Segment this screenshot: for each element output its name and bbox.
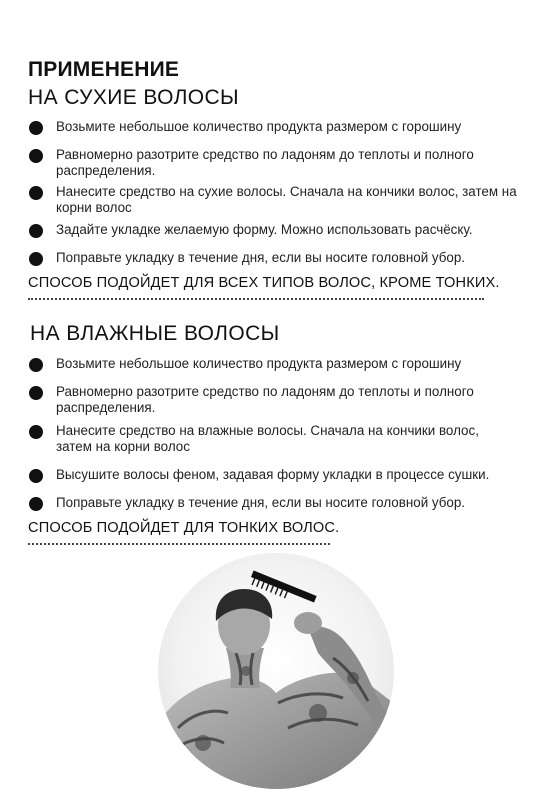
wet-step-1: Возьмите небольшое количество продукта размером с горошину [56, 356, 462, 371]
tattooed-man-illustration [158, 553, 394, 789]
bullet-icon [29, 425, 43, 439]
dry-step-4: Задайте укладке желаемую форму. Можно использовать расчёску. [56, 222, 473, 237]
bullet-icon [29, 469, 43, 483]
dry-step-2: Равномерно разотрите средство по ладоням до теплоты и полного распределения. [56, 147, 474, 178]
page-title: ПРИМЕНЕНИЕ [28, 58, 180, 81]
bullet-icon [29, 358, 43, 372]
bullet-icon [29, 224, 43, 238]
wet-step-2: Равномерно разотрите средство по ладоням до теплоты и полного распределения. [56, 384, 474, 415]
hair-styling-photo [158, 553, 394, 789]
dry-hair-heading: НА СУХИЕ ВОЛОСЫ [28, 86, 240, 109]
dotted-divider [28, 298, 484, 300]
bullet-icon [29, 386, 43, 400]
bullet-icon [29, 186, 43, 200]
dry-step-1: Возьмите небольшое количество продукта размером с горошину [56, 119, 462, 134]
bullet-icon [29, 252, 43, 266]
dry-step-5: Поправьте укладку в течение дня, если вы носите головной убор. [56, 250, 466, 265]
dotted-divider [28, 543, 330, 545]
wet-step-3: Нанесите средство на влажные волосы. Сначала на кончики волос, затем на корни волос [56, 423, 479, 454]
wet-step-4: Высушите волосы феном, задавая форму укладки в процессе сушки. [56, 467, 490, 482]
bullet-icon [29, 149, 43, 163]
bullet-icon [29, 497, 43, 511]
wet-hair-heading: НА ВЛАЖНЫЕ ВОЛОСЫ [30, 322, 280, 345]
bullet-icon [29, 121, 43, 135]
wet-step-5: Поправьте укладку в течение дня, если вы носите головной убор. [56, 495, 466, 510]
dry-step-3: Нанесите средство на сухие волосы. Сначала на кончики волос, затем на корни волос [56, 184, 517, 215]
wet-note: СПОСОБ ПОДОЙДЕТ ДЛЯ ТОНКИХ ВОЛОС. [28, 520, 340, 536]
dry-note: СПОСОБ ПОДОЙДЕТ ДЛЯ ВСЕХ ТИПОВ ВОЛОС, КРОМЕ ТОНКИХ. [28, 275, 500, 291]
